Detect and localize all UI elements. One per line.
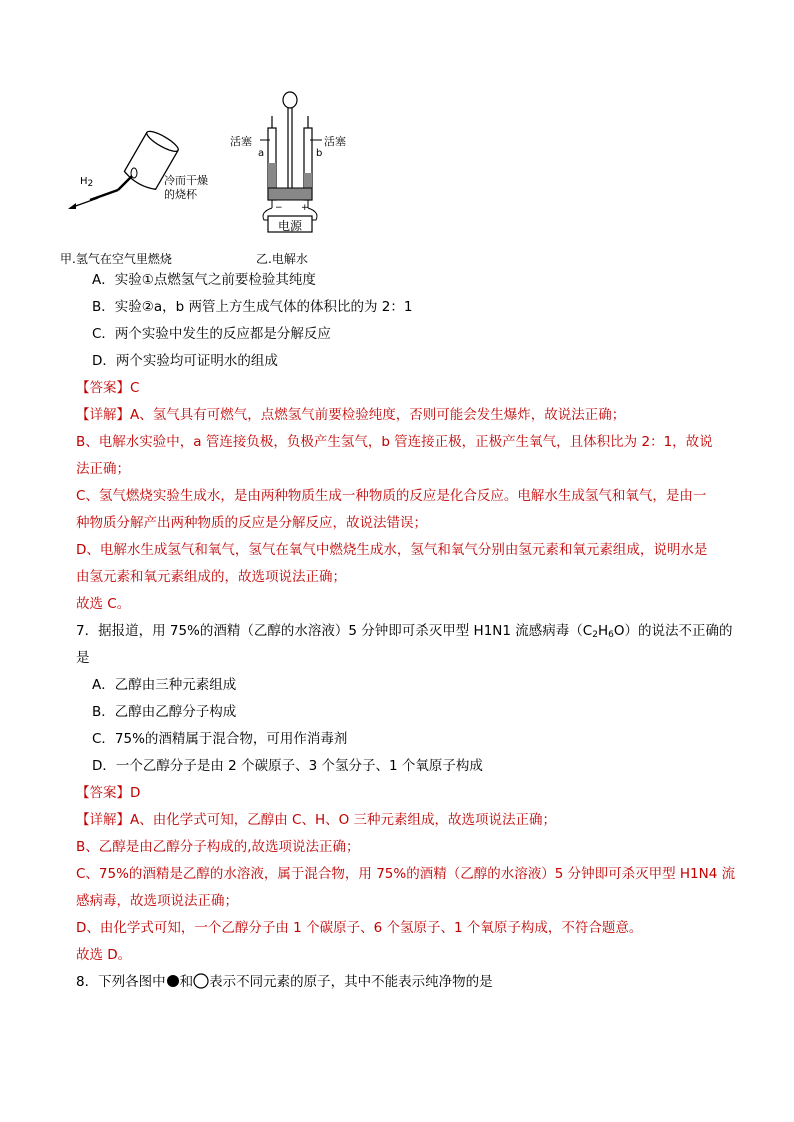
- experiment-figure: [60, 88, 400, 268]
- right-caption: 乙.电解水: [256, 252, 308, 266]
- q7-answer: 【答案】D: [76, 785, 141, 801]
- q6-answer: 【答案】C: [76, 380, 140, 396]
- hollow-atom-icon: [193, 973, 209, 989]
- q7-option-a: A．乙醇由三种元素组成: [92, 677, 237, 693]
- q6-detail-line: B、电解水实验中，a 管连接负极，负极产生氢气，b 管连接正极，正极产生氧气，且体积比为 2：1，故说: [76, 434, 713, 450]
- q6-detail-line: D、电解水生成氢气和氧气，氢气在氧气中燃烧生成水，氢气和氧气分别由氢元素和氧元素组成，说明水是: [76, 542, 708, 558]
- q7-stem-line-1: 7．据报道，用 75%的酒精（乙醇的水溶液）5 分钟即可杀灭甲型 H1N1 流感病毒$(C_2H_6O)$的说法不正确的: [76, 623, 733, 640]
- beaker-label-2: 的烧杯: [164, 188, 197, 201]
- q6-option-b: B．实验②a，b 两管上方生成气体的体积比的为 2：1: [92, 299, 413, 315]
- electrolysis-diagram: [260, 92, 322, 232]
- q7-detail-line: C、75%的酒精是乙醇的水溶液，属于混合物，用 75%的酒精（乙醇的水溶液）5 分钟即可杀灭甲型 H1N4 流: [76, 866, 736, 882]
- power-label: 电源: [278, 219, 303, 233]
- q6-detail-line: C、氢气燃烧实验生成水，是由两种物质生成一种物质的反应是化合反应。电解水生成氢气和氧气，是由一: [76, 488, 707, 504]
- beaker-label-1: 冷而干燥: [164, 174, 208, 187]
- q6-detail-line: 法正确；: [76, 461, 130, 477]
- q8-stem: 8．下列各图中 和 表示不同元素的原子，其中不能表示纯净物的是: [76, 974, 493, 990]
- valve-right-label: 活塞: [324, 135, 346, 148]
- plus-label: +: [301, 203, 309, 213]
- q7-option-b: B．乙醇由乙醇分子构成: [92, 704, 237, 720]
- q6-option-c: C．两个实验中发生的反应都是分解反应: [92, 326, 331, 342]
- tube-b-label: b: [316, 148, 323, 159]
- minus-label: −: [275, 203, 283, 213]
- filled-atom-icon: [166, 974, 180, 988]
- q7-option-d: D．一个乙醇分子是由 2 个碳原子、3 个氢分子、1 个氧原子构成: [92, 758, 483, 774]
- tube-a-label: a: [258, 148, 265, 159]
- h2-label: $H_2$: [80, 176, 94, 189]
- q7-detail-line: 感病毒，故选项说法正确；: [76, 893, 238, 909]
- experiment-illustration: [60, 88, 400, 268]
- q7-option-c: C．75%的酒精属于混合物，可用作消毒剂: [92, 731, 348, 747]
- q6-option-d: D．两个实验均可证明水的组成: [92, 353, 278, 369]
- q6-detail-line: 由氢元素和氧元素组成的，故选项说法正确；: [76, 569, 346, 585]
- q6-option-a: A．实验①点燃氢气之前要检验其纯度: [92, 272, 316, 288]
- q7-detail-line: D、由化学式可知，一个乙醇分子由 1 个碳原子、6 个氢原子、1 个氧原子构成，不符合题意。: [76, 920, 643, 936]
- q6-detail-line: 故选 C。: [76, 596, 131, 612]
- q7-stem-line-2: 是: [76, 650, 90, 666]
- left-caption: 甲.氢气在空气里燃烧: [60, 252, 172, 266]
- valve-left-label: 活塞: [230, 135, 252, 148]
- q6-detail-line: 种物质分解产出两种物质的反应是分解反应，故说法错误；: [76, 515, 427, 531]
- q7-detail-line: B、乙醇是由乙醇分子构成的,故选项说法正确；: [76, 839, 360, 855]
- q6-detail-line: 【详解】A、氢气具有可燃气，点燃氢气前要检验纯度，否则可能会发生爆炸，故说法正确；: [76, 407, 626, 423]
- q7-detail-line: 【详解】A、由化学式可知，乙醇由 C、H、O 三种元素组成，故选项说法正确；: [76, 812, 557, 828]
- q7-detail-line: 故选 D。: [76, 947, 132, 963]
